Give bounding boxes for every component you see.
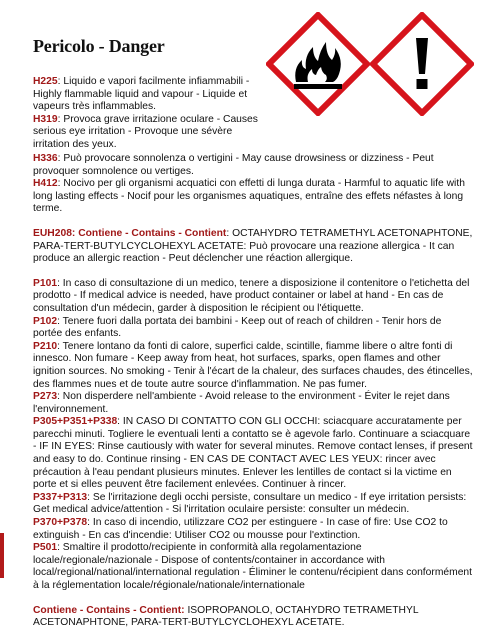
precautionary-statement: P305+P351+P338: IN CASO DI CONTATTO CON GLI OCCHI: sciacquare accuratamente per parecchi minuti. Togliere le eventuali lenti a contatto se è agevole farlo. Continuare a sciacquare - IF IN EYES: Rinse cautiously with water for several minutes. Remove contact lenses, if present and easy to do. Continue rinsing - EN CAS DE CONTACT AVEC LES YEUX: rincer avec précaution à l'eau pendant plusieurs minutes. Enlever les lentilles de contact si la victime en porte et si elles peuvent être facilement enlevées. Continuer à rincer. [33,416,473,491]
page-title: Pericolo - Danger [33,36,165,56]
ghs-pictograms [266,12,466,116]
precautionary-statement: P102: Tenere fuori dalla portata dei bambini - Keep out of reach of children - Tenir hors de portée des enfants. [33,315,442,340]
flame-icon [266,12,370,116]
precautionary-statement: P101: In caso di consultazione di un medico, tenere a disposizione il contenitore o l'etichetta del prodotto - If medical advice is needed, have product container or label at hand - En cas de consultation d'un médecin, garder à disposition le récipient ou l'étiquette. [33,277,470,314]
exclamation-icon [370,12,474,116]
hazard-statement: H336: Può provocare sonnolenza o vertigini - May cause drowsiness or dizziness - Peut provoquer somnolence ou vertiges. [33,153,434,177]
euh208-statement: EUH208: Contiene - Contains - Contient: OCTAHYDRO TETRAMETHYL ACETONAPHTONE, PARA-TERT-BUTYLCYCLOHEXYL ACETATE: Può provocare una reazione allergica - It can produce an allergic reaction - Peut déclencher une réaction allergique. [33,227,473,265]
precautionary-statement: P337+P313: Se l'irritazione degli occhi persiste, consultare un medico - If eye irritation persists: Get medical advice/attention - Si l'irritation oculaire persiste: consulter un médecin. [33,491,467,516]
precautionary-statement: P210: Tenere lontano da fonti di calore, superfici calde, scintille, fiamme libere o altre fonti di innesco. Non fumare - Keep away from heat, hot surfaces, sparks, open flames and other ignition sources. No smoking - Tenir à l'écart de la chaleur, des surfaces chaudes, des étincelles, des flammes nues et de toute autre source d'inflammation. Ne pas fumer. [33,340,473,390]
hazard-statements-top [33,76,265,152]
contains-statement: Contiene - Contains - Contient: ISOPROPANOLO, OCTAHYDRO TETRAMETHYL ACETONAPHTONE, PARA-TERT-BUTYLCYCLOHEXYL ACETATE. [33,604,419,629]
hazard-statement: H412: Nocivo per gli organismi acquatici con effetti di lunga durata - Harmful to aquatic life with long lasting effects - Nocif pour les organismes aquatiques, entraîne des effets néfastes à long terme. [33,178,465,215]
hazard-statement: H319: Provoca grave irritazione oculare - Causes serious eye irritation - Provoque une sévère irritation des yeux. [33,113,258,150]
hazard-statements-bottom [33,153,473,630]
precautionary-statement: P370+P378: In caso di incendio, utilizzare CO2 per estinguere - In case of fire: Use CO2 to extinguish - En cas d'incendie: Utiliser CO2 ou mousse pour l'extinction. [33,517,448,541]
precautionary-statement: P501: Smaltire il prodotto/recipiente in conformità alla regolamentazione locale/regionale/nazionale - Dispose of contents/container in accordance with local/regional/national/international regulation - Éliminer le contenu/récipient dans conformément à la réglementation locale/régionale/nationale/internationale [33,542,473,591]
hazard-statement: H225: Liquido e vapori facilmente infiammabili - Highly flammable liquid and vapour - Liquide et vapeurs très inflammables. [33,76,250,113]
accent-bar [0,533,4,578]
precautionary-statement: P273: Non disperdere nell'ambiente - Avoid release to the environment - Éviter le rejet dans l'environnement. [33,391,450,415]
